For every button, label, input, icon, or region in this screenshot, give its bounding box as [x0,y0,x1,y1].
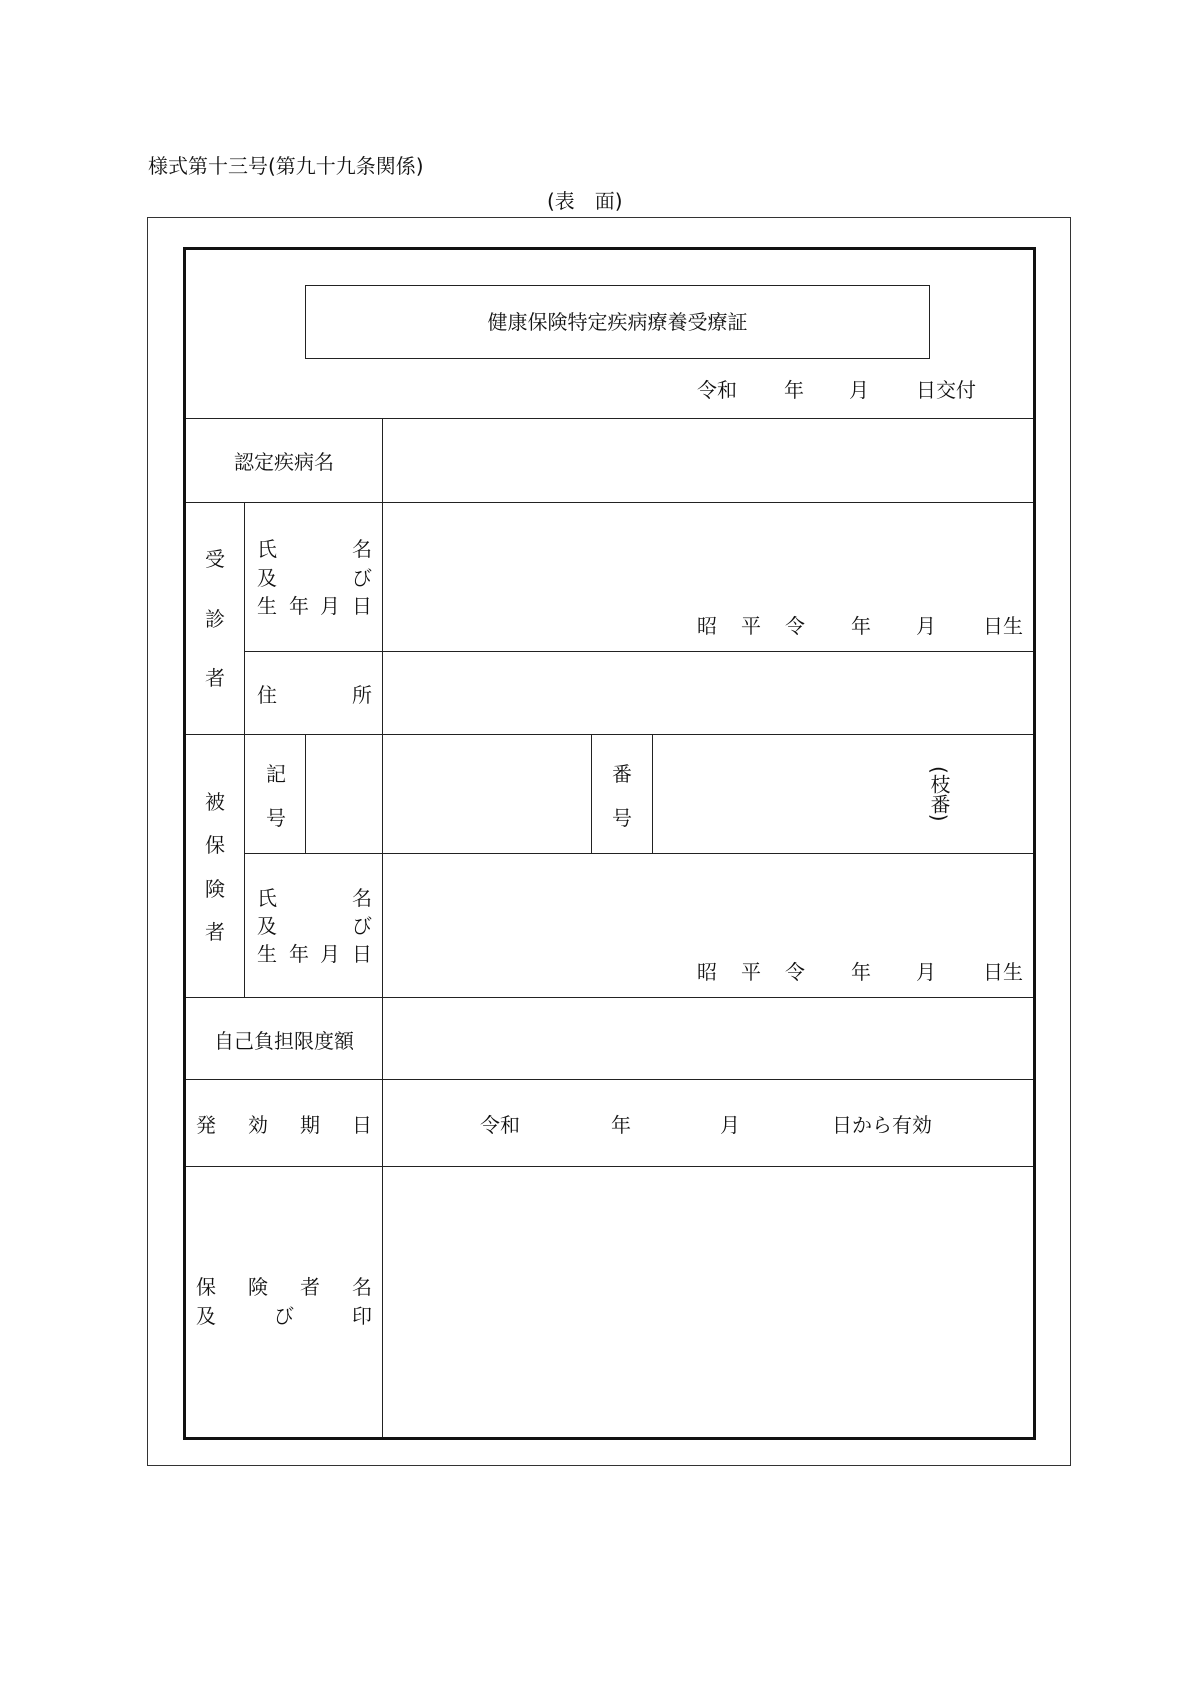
insurer-label-char: 印 [352,1304,372,1328]
insured-group-char: 者 [205,920,225,944]
patient-group-char: 受 [205,547,225,571]
insured-name-label-char: 月 [320,942,340,966]
disease-name-field[interactable] [383,419,1033,502]
number-field[interactable] [653,735,1033,853]
patient-birth-day-label: 日生 [983,614,1023,638]
insurer-label-char: 険 [248,1275,268,1299]
patient-birth-year-label: 年 [851,614,871,638]
insured-name-label-char: 名 [352,886,372,910]
patient-name-label-char: 生 [257,594,277,618]
insured-name-label-char: 氏 [257,886,277,910]
patient-name-label-char: び [352,566,372,590]
insured-birth-era-heisei[interactable]: 平 [741,960,761,984]
effective-suffix: 日から有効 [832,1113,932,1137]
patient-address-field[interactable] [383,652,1033,734]
issue-day-label: 日交付 [916,378,976,402]
issue-era: 令和 [697,378,737,402]
insured-name-label-char: 年 [289,942,309,966]
patient-name-label-char: 名 [352,537,372,561]
number-label-char: 号 [612,806,632,830]
insured-name-field[interactable] [383,854,1033,962]
patient-name-label-char: 及 [257,566,277,590]
insured-group-char: 険 [205,877,225,901]
effective-year-label: 年 [611,1113,631,1137]
patient-birth-era-reiwa[interactable]: 令 [785,614,805,638]
insurer-label-char: 者 [300,1275,320,1299]
insured-name-label-char: 生 [257,942,277,966]
patient-group-char: 診 [205,607,225,631]
effective-month-label: 月 [720,1113,740,1137]
patient-name-field[interactable] [383,503,1033,613]
insured-birth-month-label: 月 [916,960,936,984]
copay-limit-label: 自己負担限度額 [214,1029,354,1053]
effective-era: 令和 [480,1113,520,1137]
insured-name-label-char: び [352,914,372,938]
row-divider [186,1079,1033,1080]
insured-group-char: 被 [205,790,225,814]
insured-birth-era-reiwa[interactable]: 令 [785,960,805,984]
patient-name-label-char: 日 [352,594,372,618]
insured-name-label-char: 及 [257,914,277,938]
side-label: (表 面) [547,189,623,213]
symbol-field[interactable] [306,735,591,853]
insured-birth-era-showa[interactable]: 昭 [697,960,717,984]
branch-number-label: (枝番) [927,766,951,822]
form-number-header: 様式第十三号(第九十九条関係) [148,154,424,178]
symbol-label-char: 記 [266,762,286,786]
patient-birth-era-heisei[interactable]: 平 [741,614,761,638]
patient-name-label-char: 年 [289,594,309,618]
insurer-label-char: 保 [196,1275,216,1299]
number-divider-left [591,734,592,853]
number-label-char: 番 [612,762,632,786]
certificate-title: 健康保険特定疾病療養受療証 [487,310,748,334]
patient-birth-era-showa[interactable]: 昭 [697,614,717,638]
address-label-char: 所 [352,683,372,707]
insurer-label-char: 及 [196,1304,216,1328]
insurer-label-char: 名 [352,1275,372,1299]
copay-limit-field[interactable] [383,998,1033,1079]
insured-group-char: 保 [205,833,225,857]
patient-group-char: 者 [205,666,225,690]
patient-birth-month-label: 月 [916,614,936,638]
symbol-label-char: 号 [266,806,286,830]
effective-date-label-char: 発 [196,1113,216,1137]
address-label-char: 住 [257,683,277,707]
insured-birth-day-label: 日生 [983,960,1023,984]
effective-date-label-char: 期 [300,1113,320,1137]
insurer-name-seal-field[interactable] [383,1167,1033,1437]
patient-name-label-char: 氏 [257,537,277,561]
effective-date-label-char: 効 [248,1113,268,1137]
insurer-label-char: び [274,1304,294,1328]
effective-date-label-char: 日 [352,1113,372,1137]
disease-name-label: 認定疾病名 [234,450,334,474]
insured-birth-year-label: 年 [851,960,871,984]
group-divider [244,502,245,997]
issue-month-label: 月 [849,378,869,402]
patient-name-label-char: 月 [320,594,340,618]
insured-name-label-char: 日 [352,942,372,966]
issue-year-label: 年 [784,378,804,402]
